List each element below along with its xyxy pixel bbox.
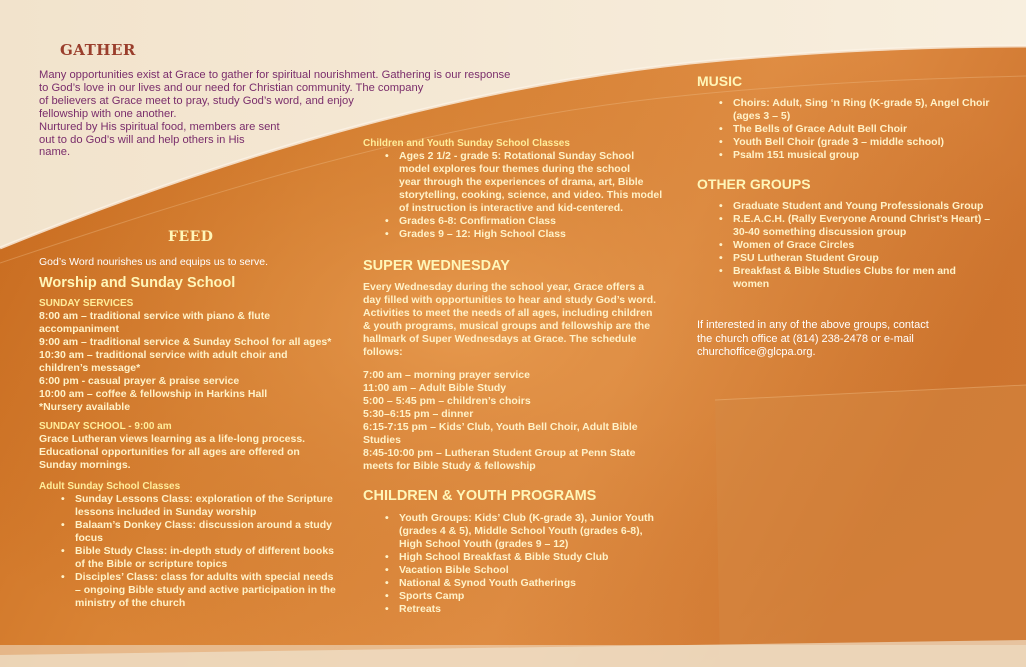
other-groups-list: [697, 200, 1017, 291]
list-item-line: • Bible Study Class: in-depth study of different books: [75, 545, 335, 557]
service-line: 9:00 am – traditional service & Sunday School for all ages*: [39, 336, 332, 348]
contact-line: the church office at (814) 238-2478 or e-mail: [697, 332, 914, 345]
list-item: [363, 590, 663, 603]
list-item: [697, 136, 1017, 149]
list-item-line: • Youth Groups: Kids’ Club (K-grade 3), Junior Youth: [399, 512, 654, 524]
music-heading: MUSIC: [697, 73, 743, 89]
list-item: [363, 577, 663, 590]
list-item-line: focus: [75, 532, 104, 544]
list-item: [697, 149, 1017, 162]
list-item-line: • National & Synod Youth Gatherings: [399, 577, 576, 589]
service-line: 10:00 am – coffee & fellowship in Harkins Hall: [39, 388, 268, 400]
list-item: [697, 252, 1017, 265]
list-item-line: model explores four themes during the school: [399, 163, 631, 175]
list-item-line: 30-40 something discussion group: [733, 226, 907, 238]
list-item: [363, 228, 663, 241]
gather-line: to God’s love in our lives and our need for Christian community. The company: [39, 81, 424, 94]
contact-info: [697, 319, 1017, 360]
gather-heading: GATHER: [60, 41, 136, 59]
schedule-line: 7:00 am – morning prayer service: [363, 369, 530, 381]
list-item-line: • Breakfast & Bible Studies Clubs for men and: [733, 265, 956, 277]
text-line: day filled with opportunities to hear and study God’s word.: [363, 294, 657, 306]
service-line: 10:30 am – traditional service with adult choir and: [39, 349, 288, 361]
schedule-line: 8:45-10:00 pm – Lutheran Student Group at Penn State: [363, 447, 636, 459]
feed-intro: God’s Word nourishes us and equips us to serve.: [39, 256, 268, 268]
list-item-line: • Youth Bell Choir (grade 3 – middle school): [733, 136, 944, 148]
service-line: accompaniment: [39, 323, 119, 335]
sunday-school-text: [39, 433, 354, 472]
children-classes-heading: Children and Youth Sunday School Classes: [363, 138, 570, 149]
text-line: hallmark of Super Wednesdays at Grace. The schedule: [363, 333, 637, 345]
service-line: *Nursery available: [39, 401, 131, 413]
list-item-line: • High School Breakfast & Bible Study Club: [399, 551, 609, 563]
list-item: [39, 493, 354, 519]
list-item: [697, 239, 1017, 252]
list-item: [697, 200, 1017, 213]
adult-classes-heading: Adult Sunday School Classes: [39, 481, 181, 492]
music-list: [697, 97, 1017, 162]
list-item: [697, 123, 1017, 136]
list-item-line: High School Youth (grades 9 – 12): [399, 538, 569, 550]
list-item-line: • Women of Grace Circles: [733, 239, 855, 251]
list-item-line: (grades 4 & 5), Middle School Youth (grades 6-8),: [399, 525, 643, 537]
list-item-line: • R.E.A.C.H. (Rally Everyone Around Christ’s Heart) –: [733, 213, 991, 225]
gather-line: Nurtured by His spiritual food, members are sent: [39, 120, 280, 133]
list-item-line: lessons included in Sunday worship: [75, 506, 257, 518]
list-item: [363, 150, 663, 215]
children-classes-list: [363, 150, 663, 241]
feed-heading: FEED: [168, 229, 214, 245]
list-item-line: • Choirs: Adult, Sing ‘n Ring (K-grade 5), Angel Choir: [733, 97, 990, 109]
list-item-line: of the Bible or scripture topics: [75, 558, 228, 570]
text-line: & youth programs, musical groups and fellowship are the: [363, 320, 651, 332]
schedule-line: 11:00 am – Adult Bible Study: [363, 382, 507, 394]
schedule-line: 5:00 – 5:45 pm – children’s choirs: [363, 395, 531, 407]
text-line: follows:: [363, 346, 403, 358]
list-item: [697, 265, 1017, 291]
schedule-line: 6:15-7:15 pm – Kids’ Club, Youth Bell Choir, Adult Bible: [363, 421, 638, 433]
list-item: [697, 97, 1017, 123]
list-item: [363, 551, 663, 564]
schedule-line: meets for Bible Study & fellowship: [363, 460, 536, 472]
list-item-line: • Vacation Bible School: [399, 564, 509, 576]
list-item-line: storytelling, cooking, science, and video. This model: [399, 189, 663, 201]
list-item: [363, 603, 663, 616]
text-line: Every Wednesday during the school year, Grace offers a: [363, 281, 645, 293]
super-wednesday-heading: SUPER WEDNESDAY: [363, 258, 510, 274]
service-line: 8:00 am – traditional service with piano & flute: [39, 310, 271, 322]
children-youth-list: [363, 512, 663, 616]
sunday-services-heading: SUNDAY SERVICES: [39, 298, 134, 309]
worship-heading: Worship and Sunday School: [39, 275, 236, 291]
list-item-line: • Sports Camp: [399, 590, 465, 602]
list-item-line: • Grades 9 – 12: High School Class: [399, 228, 566, 240]
list-item: [39, 571, 354, 610]
list-item-line: year through the experiences of drama, art, Bible: [399, 176, 644, 188]
list-item-line: • Balaam’s Donkey Class: discussion around a study: [75, 519, 332, 531]
super-wednesday-text: [363, 281, 663, 359]
list-item: [363, 215, 663, 228]
gather-line: fellowship with one another.: [39, 107, 177, 120]
sunday-services-list: [39, 310, 354, 414]
adult-classes-list: [39, 493, 354, 610]
gather-line: Many opportunities exist at Grace to gather for spiritual nourishment. Gathering is our response: [39, 69, 511, 81]
text-line: Activities to meet the needs of all ages, including children: [363, 307, 653, 319]
contact-email: churchoffice@glcpa.org.: [697, 346, 816, 358]
list-item-line: • Sunday Lessons Class: exploration of the Scripture: [75, 493, 333, 505]
list-item: [39, 519, 354, 545]
gather-line: out to do God’s will and help others in His: [39, 133, 245, 146]
service-line: 6:00 pm - casual prayer & praise service: [39, 375, 240, 387]
list-item-line: • Retreats: [399, 603, 442, 615]
sunday-school-heading: SUNDAY SCHOOL - 9:00 am: [39, 421, 172, 432]
list-item-line: • PSU Lutheran Student Group: [733, 252, 879, 264]
list-item: [697, 213, 1017, 239]
list-item: [363, 564, 663, 577]
list-item-line: – ongoing Bible study and active participation in the: [75, 584, 336, 596]
list-item: [39, 545, 354, 571]
super-wednesday-schedule: [363, 369, 663, 473]
sunday-school-line: Educational opportunities for all ages are offered on: [39, 446, 300, 458]
list-item-line: • Grades 6-8: Confirmation Class: [399, 215, 556, 227]
schedule-line: Studies: [363, 434, 401, 446]
children-youth-heading: CHILDREN & YOUTH PROGRAMS: [363, 488, 597, 504]
list-item: [363, 512, 663, 551]
list-item-line: • Ages 2 1/2 - grade 5: Rotational Sunday School: [399, 150, 635, 162]
list-item-line: of instruction is interactive and kid-centered.: [399, 202, 624, 214]
sunday-school-line: Sunday mornings.: [39, 459, 131, 471]
list-item-line: women: [733, 278, 770, 290]
other-groups-heading: OTHER GROUPS: [697, 176, 811, 192]
list-item-line: • The Bells of Grace Adult Bell Choir: [733, 123, 908, 135]
schedule-line: 5:30–6:15 pm – dinner: [363, 408, 474, 420]
list-item-line: • Disciples’ Class: class for adults with special needs: [75, 571, 334, 583]
contact-line: If interested in any of the above groups, contact: [697, 319, 929, 331]
list-item-line: • Graduate Student and Young Professionals Group: [733, 200, 984, 212]
list-item-line: (ages 3 – 5): [733, 110, 791, 122]
sunday-school-line: Grace Lutheran views learning as a life-long process.: [39, 433, 306, 445]
list-item-line: ministry of the church: [75, 597, 186, 609]
service-line: children’s message*: [39, 362, 141, 374]
list-item-line: • Psalm 151 musical group: [733, 149, 860, 161]
gather-line: of believers at Grace meet to pray, study God’s word, and enjoy: [39, 94, 354, 107]
gather-line: name.: [39, 146, 71, 159]
